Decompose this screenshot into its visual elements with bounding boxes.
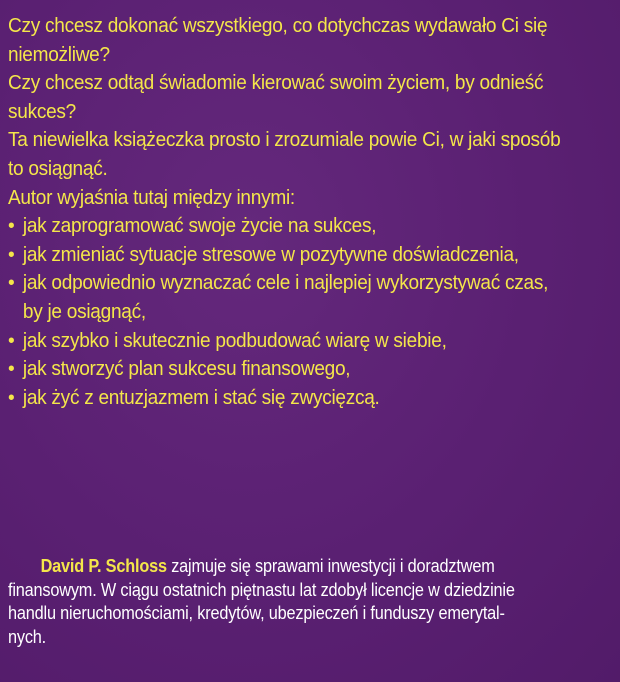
author-bio-line-3: handlu nieruchomościami, kredytów, ubezpieczeń i funduszy emerytal-	[8, 603, 505, 624]
author-name: David P. Schloss	[40, 556, 167, 576]
list-item-text-continued: by je osiągnąć,	[22, 299, 146, 323]
question-2	[8, 69, 613, 126]
topic-list	[8, 212, 613, 412]
list-item-text: jak szybko i skutecznie podbudować wiarę w siebie,	[22, 328, 447, 352]
author-bio-text-1: zajmuje się sprawami inwestycji i doradztwem	[166, 556, 495, 576]
list-item	[8, 269, 613, 326]
list-item	[8, 241, 613, 270]
list-item-text: jak odpowiednio wyznaczać cele i najlepiej wykorzystywać czas,	[22, 271, 549, 295]
book-description	[8, 126, 613, 183]
question-1	[8, 12, 613, 69]
list-item	[8, 212, 613, 241]
list-item-text: jak zmieniać sytuacje stresowe w pozytywne doświadczenia,	[22, 242, 519, 266]
author-bio-line-2: finansowym. W ciągu ostatnich piętnastu lat zdobył licencje w dziedzinie	[8, 579, 515, 600]
author-bio	[8, 555, 587, 649]
list-item-text: jak zaprogramować swoje życie na sukces,	[22, 214, 377, 238]
question-1-line-1: Czy chcesz dokonać wszystkiego, co dotychczas wydawało Ci się	[8, 14, 548, 37]
book-description-line-2: to osiągnąć.	[8, 156, 108, 180]
intro-text	[8, 12, 613, 412]
question-2-line-2: sukces?	[8, 99, 76, 123]
book-description-line-1: Ta niewielka książeczka prosto i zrozumiale powie Ci, w jaki sposób	[8, 128, 561, 152]
list-intro: Autor wyjaśnia tutaj między innymi:	[8, 185, 295, 209]
list-item	[8, 384, 613, 413]
author-bio-line-4: nych.	[8, 626, 47, 647]
question-1-line-2: niemożliwe?	[8, 42, 110, 66]
author-bio-line-1	[8, 555, 587, 579]
list-item-text: jak żyć z entuzjazmem i stać się zwycięzcą.	[22, 385, 380, 409]
list-item	[8, 327, 613, 356]
question-2-line-1: Czy chcesz odtąd świadomie kierować swoim życiem, by odnieść	[8, 71, 544, 95]
list-item-text: jak stworzyć plan sukcesu finansowego,	[22, 357, 351, 381]
list-item	[8, 355, 613, 384]
